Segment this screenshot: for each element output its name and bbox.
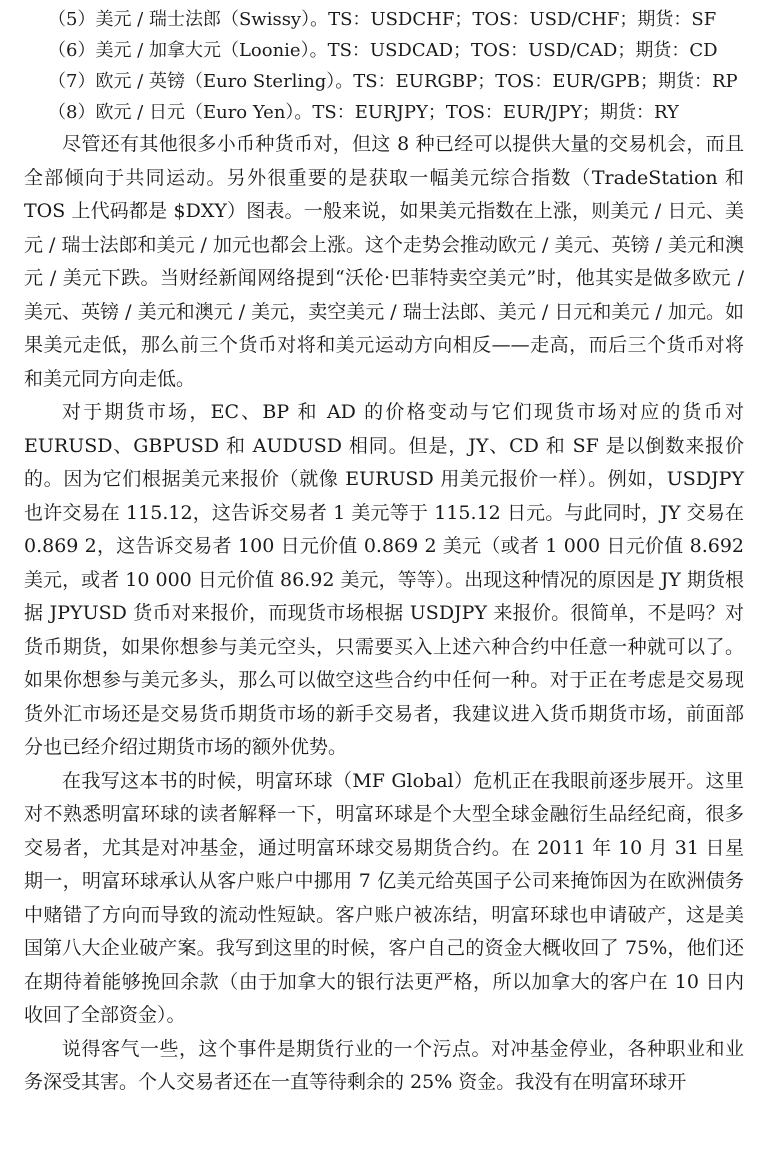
paragraph-dollar-index: 尽管还有其他很多小币种货币对，但这 8 种已经可以提供大量的交易机会，而且全部倾向于共同运动。另外很重要的是获取一幅美元综合指数（TradeStation 和 TOS 上代码都是 $DXY）图表。一般来说，如果美元指数在上涨，则美元 / 日元、美元 / 瑞士法郎和美元 / 加元也都会上涨。这个走势会推动欧元 / 美元、英镑 / 美元和澳元 / 美元下跌。当财经新闻网络提到“沃伦·巴菲特卖空美元”时，他其实是做多欧元 / 美元、英镑 / 美元和澳元 / 美元，卖空美元 / 瑞士法郎、美元 / 日元和美元 / 加元。如果美元走低，那么前三个货币对将和美元运动方向相反——走高，而后三个货币对将和美元同方向走低。 — [24, 133, 744, 390]
list-item-7: （7）欧元 / 英镑（Euro Sterling）。TS：EURGBP；TOS：EUR/GPB；期货：RP — [48, 71, 738, 92]
paragraph-futures-quotes: 对于期货市场，EC、BP 和 AD 的价格变动与它们现货市场对应的货币对 EURUSD、GBPUSD 和 AUDUSD 相同。但是，JY、CD 和 SF 是以倒数来报价的。因为它们根据美元来报价（就像 EURUSD 用美元报价一样）。例如，USDJPY 也许交易在 115.12，这告诉交易者 1 美元等于 115.12 日元。与此同时，JY 交易在 0.869 2，这告诉交易者 100 日元价值 0.869 2 美元（或者 1 000 日元价值 8.692 美元，或者 10 000 日元价值 86.92 美元，等等）。出现这种情况的原因是 JY 期货根据 JPYUSD 货币对来报价，而现货市场根据 USDJPY 来报价。很简单，不是吗？对货币期货，如果你想参与美元空头，只需要买入上述六种合约中任意一种就可以了。如果你想参与美元多头，那么可以做空这些合约中任何一种。对于正在考虑是交易现货外汇市场还是交易货币期货市场的新手交易者，我建议进入货币期货市场，前面部分也已经介绍过期货市场的额外优势。 — [24, 401, 744, 758]
currency-pair-list — [24, 4, 744, 128]
list-item-6: （6）美元 / 加拿大元（Loonie）。TS：USDCAD；TOS：USD/CAD；期货：CD — [48, 40, 718, 61]
paragraph-industry-stain: 说得客气一些，这个事件是期货行业的一个污点。对冲基金停业，各种职业和业务深受其害。个人交易者还在一直等待剩余的 25% 资金。我没有在明富环球开 — [24, 1037, 744, 1093]
list-item-5: （5）美元 / 瑞士法郎（Swissy）。TS：USDCHF；TOS：USD/CHF；期货：SF — [48, 9, 717, 30]
list-item-8: （8）欧元 / 日元（Euro Yen）。TS：EURJPY；TOS：EUR/JPY；期货：RY — [48, 102, 679, 123]
paragraph-mf-global: 在我写这本书的时候，明富环球（MF Global）危机正在我眼前逐步展开。这里对不熟悉明富环球的读者解释一下，明富环球是个大型全球金融衍生品经纪商，很多交易者，尤其是对冲基金，通过明富环球交易期货合约。在 2011 年 10 月 31 日星期一，明富环球承认从客户账户中挪用 7 亿美元给英国子公司来掩饰因为在欧洲债务中赌错了方向而导致的流动性短缺。客户账户被冻结，明富环球也申请破产，这是美国第八大企业破产案。我写到这里的时候，客户自己的资金大概收回了 75%，他们还在期待着能够挽回余款（由于加拿大的银行法更严格，所以加拿大的客户在 10 日内收回了全部资金）。 — [24, 769, 744, 1026]
